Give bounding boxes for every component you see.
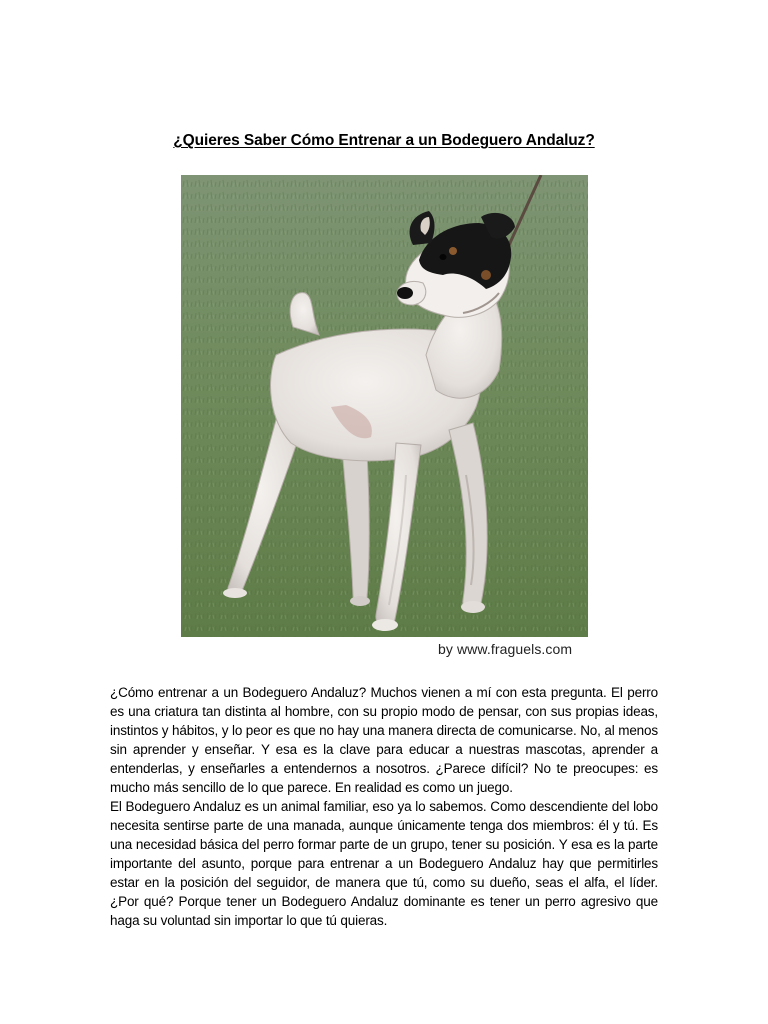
article-body (110, 683, 658, 930)
paragraph: El Bodeguero Andaluz es un animal familiar, eso ya lo sabemos. Como descendiente del lobo necesita sentirse parte de una manada, aunque únicamente tenga dos miembros: él y tú. Es una necesidad básica del perro formar parte de un grupo, tener su posición. Y esa es la parte importante del asunto, porque para entrenar a un Bodeguero Andaluz hay que permitirles estar en la posición del seguidor, de manera que tú, como su dueño, seas el alfa, el líder. ¿Por qué? Porque tener un Bodeguero Andaluz dominante es tener un perro agresivo que haga su voluntad sin importar lo que tú quieras. (110, 799, 658, 928)
dog-photo (181, 175, 588, 637)
photo-credit: by www.fraguels.com (438, 641, 573, 657)
page-title: ¿Quieres Saber Cómo Entrenar a un Bodeguero Andaluz? (173, 132, 595, 149)
paragraph: ¿Cómo entrenar a un Bodeguero Andaluz? Muchos vienen a mí con esta pregunta. El perro es una criatura tan distinta al hombre, con su propio modo de pensar, con sus propias ideas, instintos y hábitos, y lo peor es que no hay una manera directa de comunicarse. No, al menos sin aprender y enseñar. Y esa es la clave para educar a nuestras mascotas, aprender a entenderlas, y enseñarles a entendernos a nosotros. ¿Parece difícil? No te preocupes: es mucho más sencillo de lo que parece. En realidad es como un juego. (110, 685, 658, 795)
